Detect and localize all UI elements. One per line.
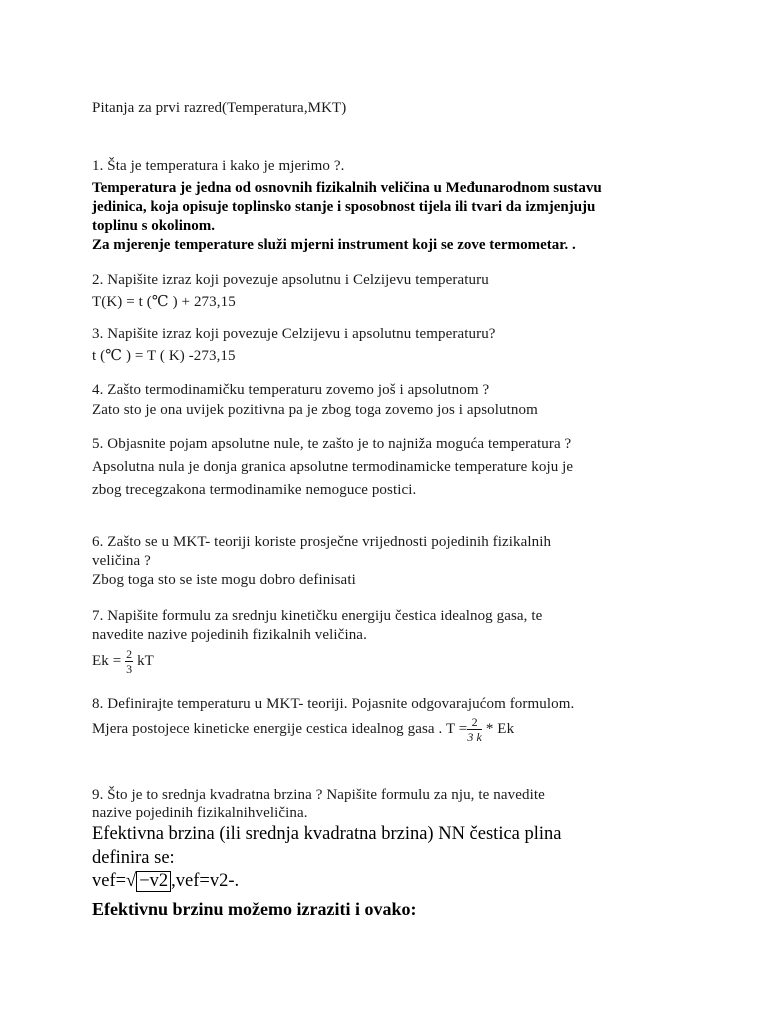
question-7-line-1: 7. Napišite formulu za srednju kinetičku energiju čestica idealnog gasa, te <box>92 608 543 624</box>
answer-1-line-4: Za mjerenje temperature služi mjerni instrument koji se zove termometar. . <box>92 237 576 253</box>
answer-1-line-3: toplinu s okolinom. <box>92 218 215 234</box>
answer-3: t (℃ ) = T ( K) -273,15 <box>92 348 236 364</box>
formula-vef <box>92 871 239 892</box>
answer-8-text: Mjera postojece kineticke energije cestica idealnog gasa . T = <box>92 720 468 737</box>
formula-ek-lhs: Ek = <box>92 652 126 669</box>
question-6-line-1: 6. Zašto se u MKT- teoriji koriste prosječne vrijednosti pojedinih fizikalnih <box>92 534 552 550</box>
answer-2: T(K) = t (℃ ) + 273,15 <box>92 294 236 310</box>
formula-vef-pre: vef=√ <box>92 871 137 891</box>
fraction-2-3k <box>467 716 482 743</box>
answer-9-line-2: definira se: <box>92 848 175 868</box>
answer-9-line-1: Efektivna brzina (ili srednja kvadratna brzina) NN čestica plina <box>92 824 562 844</box>
fraction-denominator: 3 k <box>467 730 482 744</box>
answer-5-line-1: Apsolutna nula je donja granica apsolutne termodinamicke temperature koju je <box>92 459 574 475</box>
question-6-line-2: veličina ? <box>92 553 151 569</box>
question-3: 3. Napišite izraz koji povezuje Celzijevu i apsolutnu temperaturu? <box>92 326 496 342</box>
answer-1-line-1: Temperatura je jedna od osnovnih fizikalnih veličina u Međunarodnom sustavu <box>92 180 602 196</box>
answer-8-formula-rhs: * Ek <box>482 720 515 737</box>
question-4: 4. Zašto termodinamičku temperaturu zovemo još i apsolutnom ? <box>92 382 490 398</box>
question-1: 1. Šta je temperatura i kako je mjerimo ?. <box>92 158 345 174</box>
question-2: 2. Napišite izraz koji povezuje apsolutnu i Celzijevu temperaturu <box>92 272 489 288</box>
question-9-line-2: nazive pojedinih fizikalnihveličina. <box>92 805 308 821</box>
formula-vef-boxed: −v2 <box>136 871 171 892</box>
answer-1-line-2: jedinica, koja opisuje toplinsko stanje i sposobnost tijela ili tvari da izmjenjuju <box>92 199 596 215</box>
formula-ek <box>92 648 154 675</box>
fraction-denominator: 3 <box>126 662 133 676</box>
answer-9-closing: Efektivnu brzinu možemo izraziti i ovako: <box>92 899 417 919</box>
answer-8 <box>92 716 514 743</box>
document-title: Pitanja za prvi razred(Temperatura,MKT) <box>92 100 347 116</box>
fraction-numerator: 2 <box>467 716 482 730</box>
fraction-numerator: 2 <box>126 647 133 661</box>
question-8: 8. Definirajte temperaturu u MKT- teoriji. Pojasnite odgovarajućom formulom. <box>92 696 575 712</box>
answer-5-line-2: zbog trecegzakona termodinamike nemoguce postici. <box>92 482 417 498</box>
question-5: 5. Objasnite pojam apsolutne nule, te zašto je to najniža moguća temperatura ? <box>92 436 572 452</box>
formula-vef-post: ,vef=v2-. <box>171 871 240 891</box>
question-9-line-1: 9. Što je to srednja kvadratna brzina ? Napišite formulu za nju, te navedite <box>92 787 545 803</box>
question-7-line-2: navedite nazive pojedinih fizikalnih veličina. <box>92 627 367 643</box>
answer-6: Zbog toga sto se iste mogu dobro definisati <box>92 572 356 588</box>
answer-4: Zato sto je ona uvijek pozitivna pa je zbog toga zovemo jos i apsolutnom <box>92 402 538 418</box>
formula-ek-rhs: kT <box>133 652 154 669</box>
